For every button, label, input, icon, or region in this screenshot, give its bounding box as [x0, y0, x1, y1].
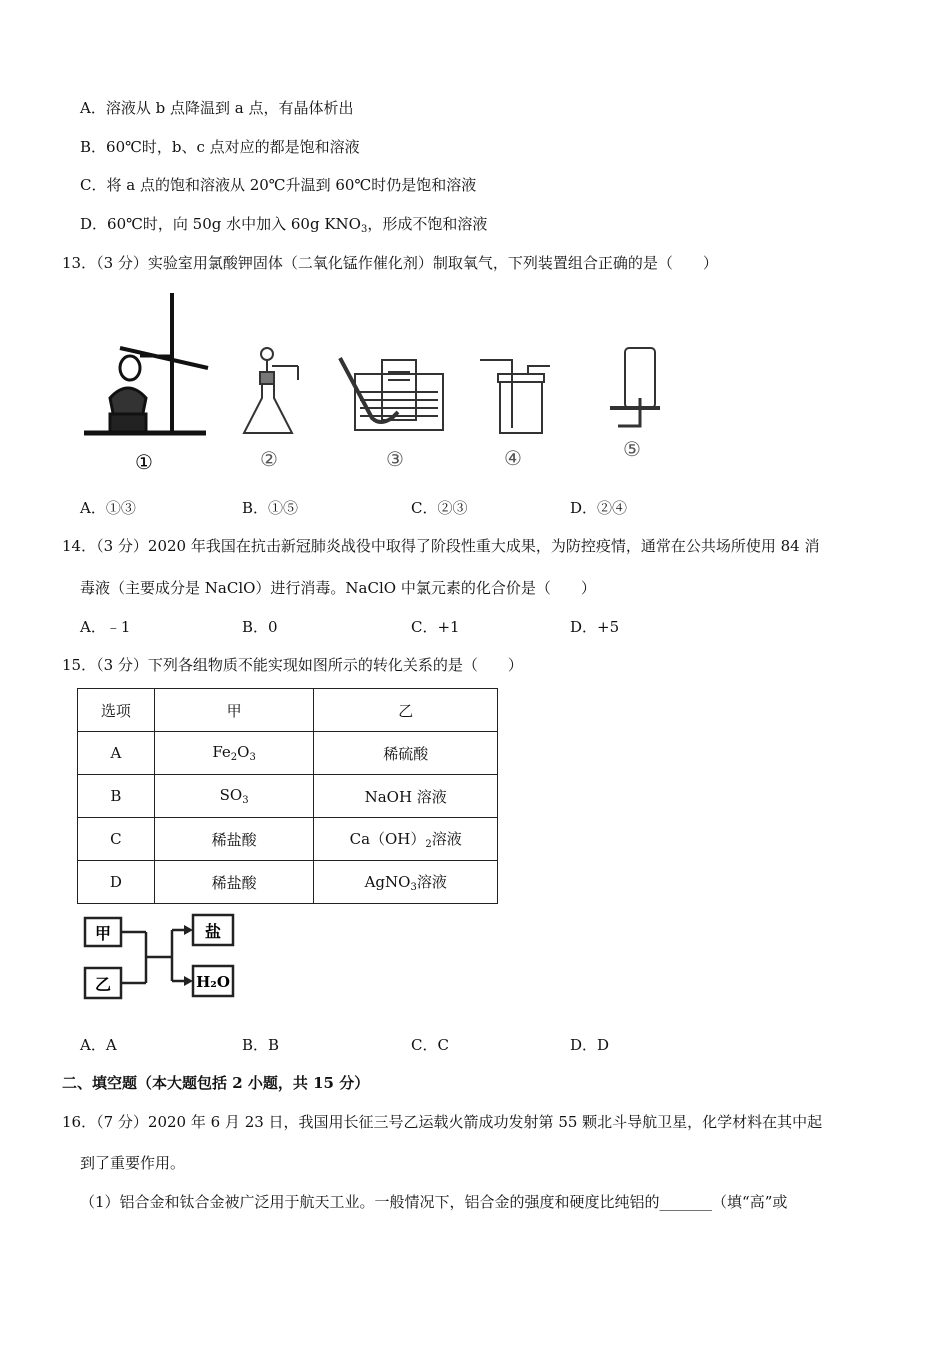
- table-row: [78, 732, 498, 775]
- row-option: C: [78, 818, 155, 861]
- q12-option-a: A．溶液从 b 点降温到 a 点，有晶体析出: [80, 99, 354, 117]
- apparatus-1-figure: [84, 293, 208, 433]
- apparatus-5-figure: [610, 348, 660, 426]
- q14-stem-line1: 14．（3 分）2020 年我国在抗击新冠肺炎战役中取得了阶段性重大成果，为防控疫情，通常在公共场所使用 84 消: [62, 537, 820, 555]
- q13-apparatus-figure: [80, 288, 680, 478]
- q14-option-b: B．0: [242, 618, 278, 636]
- table-row: [78, 861, 498, 904]
- q13-option-b: B．①⑤: [242, 499, 299, 517]
- q15-option-a: A．A: [80, 1036, 117, 1054]
- row-option: D: [78, 861, 155, 904]
- row-option: A: [78, 732, 155, 775]
- header-jia: 甲: [154, 689, 314, 732]
- q12-option-b: B．60℃时，b、c 点对应的都是饱和溶液: [80, 138, 360, 156]
- table-header-row: [78, 689, 498, 732]
- q15-stem: 15．（3 分）下列各组物质不能实现如图所示的转化关系的是（ ）: [62, 656, 523, 674]
- diagram-salt-label: 盐: [204, 922, 222, 941]
- section2-title: 二、填空题（本大题包括 2 小题，共 15 分）: [62, 1074, 370, 1092]
- row-jia: 稀盐酸: [154, 818, 314, 861]
- q13-stem: 13．（3 分）实验室用氯酸钾固体（二氧化锰作催化剂）制取氧气，下列装置组合正确的是（ ）: [62, 254, 718, 272]
- header-option: 选项: [78, 689, 155, 732]
- row-yi: AgNO$_3$溶液: [314, 861, 498, 904]
- apparatus-label-3: ③: [386, 447, 404, 471]
- q14-option-c: C．+1: [411, 618, 460, 636]
- table-row: [78, 818, 498, 861]
- q15-table: [77, 688, 498, 904]
- q14-stem-line2: 毒液（主要成分是 NaClO）进行消毒。NaClO 中氯元素的化合价是（ ）: [80, 579, 596, 597]
- q13-option-a: A．①③: [80, 499, 136, 517]
- diagram-yi-label: 乙: [94, 975, 112, 994]
- q16-stem-line1: 16．（7 分）2020 年 6 月 23 日，我国用长征三号乙运载火箭成功发射第 55 颗北斗导航卫星，化学材料在其中起: [62, 1113, 823, 1131]
- row-jia: $SO_3$: [154, 775, 314, 818]
- row-jia: 稀盐酸: [154, 861, 314, 904]
- q12-option-c: C．将 a 点的饱和溶液从 20℃升温到 60℃时仍是饱和溶液: [80, 176, 477, 194]
- q16-sub1: （1）铝合金和钛合金被广泛用于航天工业。一般情况下，铝合金的强度和硬度比纯铝的_______（填“高”或: [80, 1193, 788, 1211]
- apparatus-2-figure: [244, 348, 298, 433]
- q15-option-c: C．C: [411, 1036, 449, 1054]
- row-jia: $Fe_2O_3$: [154, 732, 314, 775]
- apparatus-label-4: ④: [504, 446, 522, 470]
- q13-option-d: D．②④: [570, 499, 628, 517]
- table-row: [78, 775, 498, 818]
- q15-option-d: D．D: [570, 1036, 610, 1054]
- apparatus-label-5: ⑤: [623, 437, 641, 461]
- q16-stem-line2: 到了重要作用。: [80, 1154, 186, 1172]
- q12-option-d: D．60℃时，向 50g 水中加入 60g $KNO_3$，形成不饱和溶液: [80, 215, 488, 235]
- q15-conversion-diagram: [80, 910, 240, 1005]
- q14-option-a: A．﹣1: [80, 618, 131, 636]
- row-option: B: [78, 775, 155, 818]
- diagram-water-label: H₂O: [196, 973, 230, 991]
- row-yi: $Ca(OH)_2$溶液: [314, 818, 498, 861]
- header-yi: 乙: [314, 689, 498, 732]
- row-yi: 稀硫酸: [314, 732, 498, 775]
- q15-option-b: B．B: [242, 1036, 280, 1054]
- apparatus-label-1: ①: [135, 450, 153, 474]
- q13-option-c: C．②③: [411, 499, 468, 517]
- q14-option-d: D．+5: [570, 618, 620, 636]
- apparatus-3-figure: [340, 358, 443, 430]
- row-yi: NaOH 溶液: [314, 775, 498, 818]
- diagram-jia-label: 甲: [94, 924, 112, 943]
- apparatus-label-2: ②: [260, 447, 278, 471]
- apparatus-4-figure: [480, 360, 550, 433]
